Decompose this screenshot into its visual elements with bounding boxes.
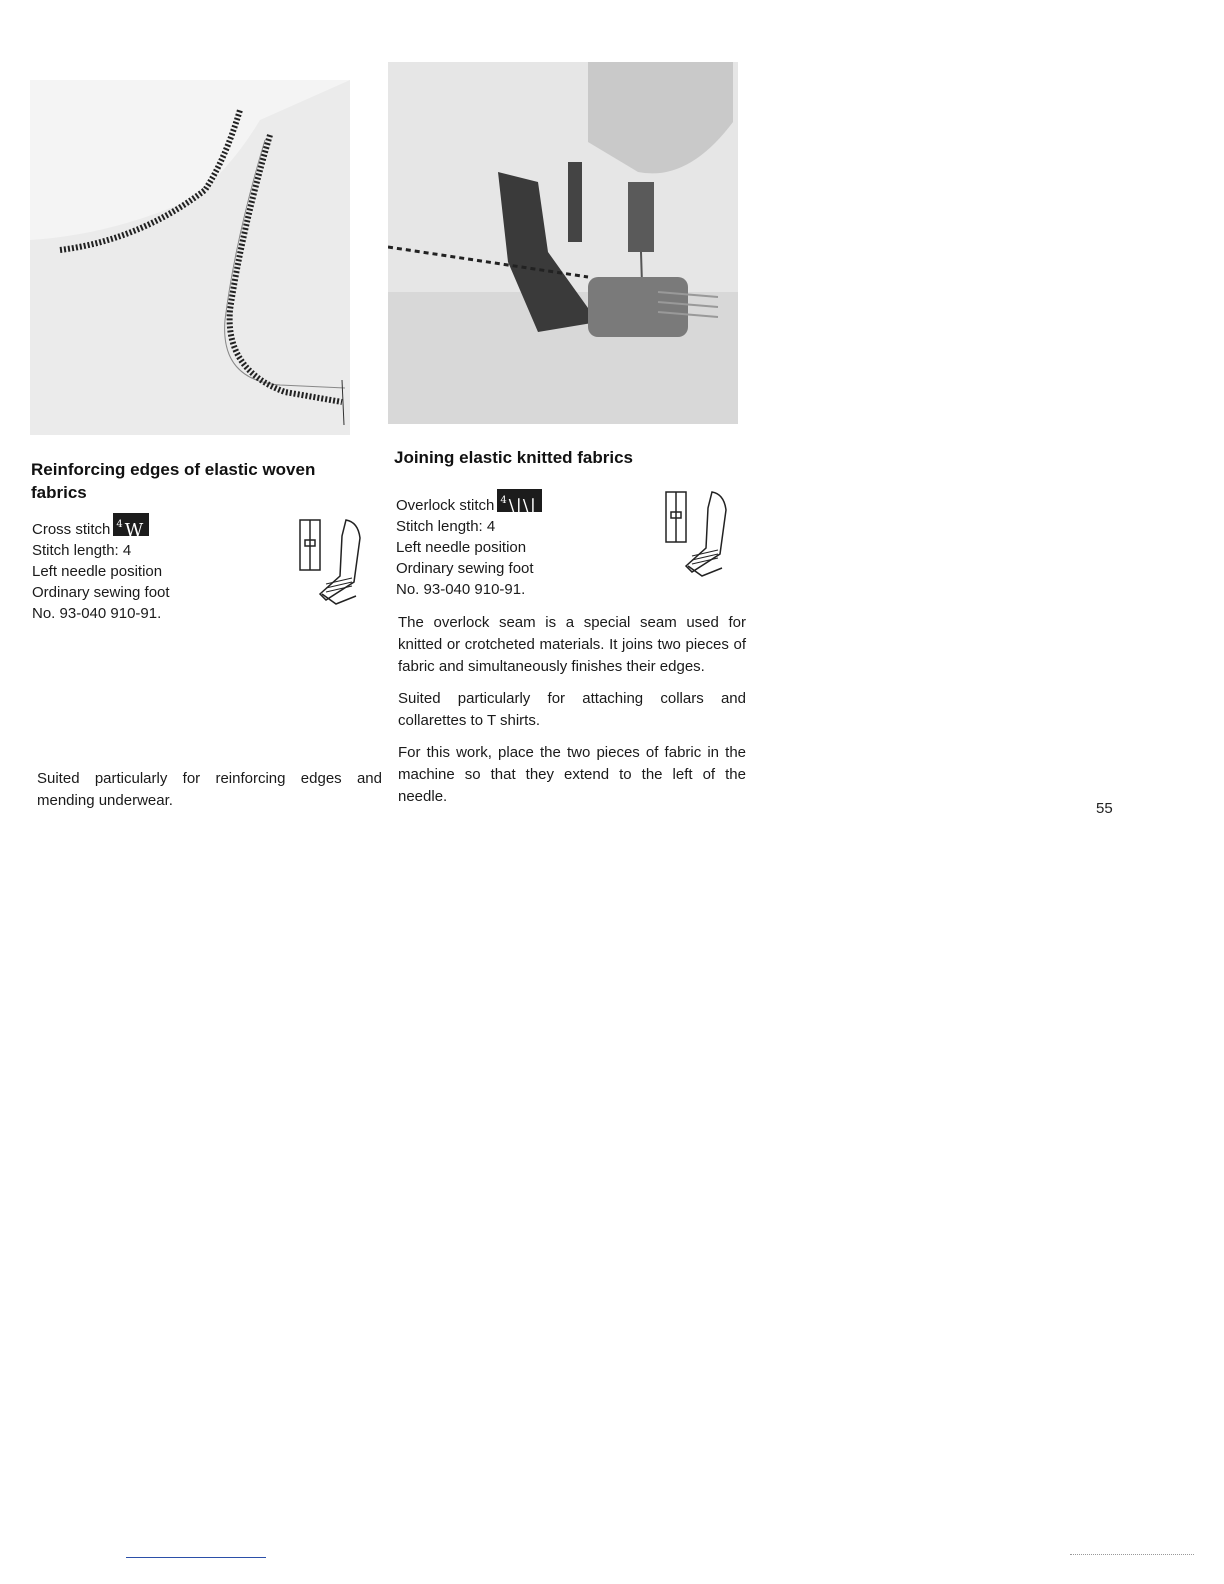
left-setting: No. 93-040 910-91.	[32, 605, 162, 622]
left-setting: Left needle position	[32, 563, 163, 580]
right-paragraph: Suited particularly for attaching collars and collarettes to T shirts.	[398, 690, 746, 729]
right-specs	[396, 489, 656, 600]
right-stitch-row	[396, 489, 656, 516]
overlock-stitch-icon	[497, 489, 542, 517]
left-setting: Stitch length: 4	[32, 542, 132, 559]
left-heading: Reinforcing edges of elastic woven fabrics	[31, 460, 316, 502]
right-setting: Left needle position	[396, 539, 527, 556]
stitch-symbol: \|\|	[508, 496, 537, 517]
right-paragraph: For this work, place the two pieces of fabric in the machine so that they extend to the left of the needle.	[398, 744, 746, 805]
left-stitch-row	[32, 513, 292, 540]
sewing-foot-icon	[662, 484, 742, 584]
sewing-foot-icon	[296, 512, 376, 612]
right-stitch-label: Overlock stitch	[396, 497, 495, 514]
footer-rule	[126, 1557, 266, 1558]
right-paragraph: The overlock seam is a special seam used for knitted or crotcheted materials. It joins two pieces of fabric and simultaneously finishes their edges.	[398, 614, 746, 675]
right-paragraphs	[398, 612, 746, 818]
stitch-symbol: W	[124, 520, 145, 541]
stitch-number: 4	[500, 495, 507, 506]
left-specs	[32, 513, 292, 624]
page-number: 55	[1096, 800, 1113, 817]
right-setting: Ordinary sewing foot	[396, 560, 534, 577]
right-setting: No. 93-040 910-91.	[396, 581, 526, 598]
left-setting: Ordinary sewing foot	[32, 584, 170, 601]
left-stitch-label: Cross stitch	[32, 521, 111, 538]
right-heading: Joining elastic knitted fabrics	[394, 448, 634, 467]
left-paragraph: Suited particularly for reinforcing edges and mending underwear.	[37, 770, 382, 809]
right-setting: Stitch length: 4	[396, 518, 496, 535]
garment-neckline-photo	[30, 80, 350, 435]
sewing-machine-foot-photo	[388, 62, 738, 424]
stitch-number: 4	[116, 519, 123, 530]
footer-dotted-line	[1070, 1554, 1194, 1556]
cross-stitch-icon	[113, 513, 149, 541]
